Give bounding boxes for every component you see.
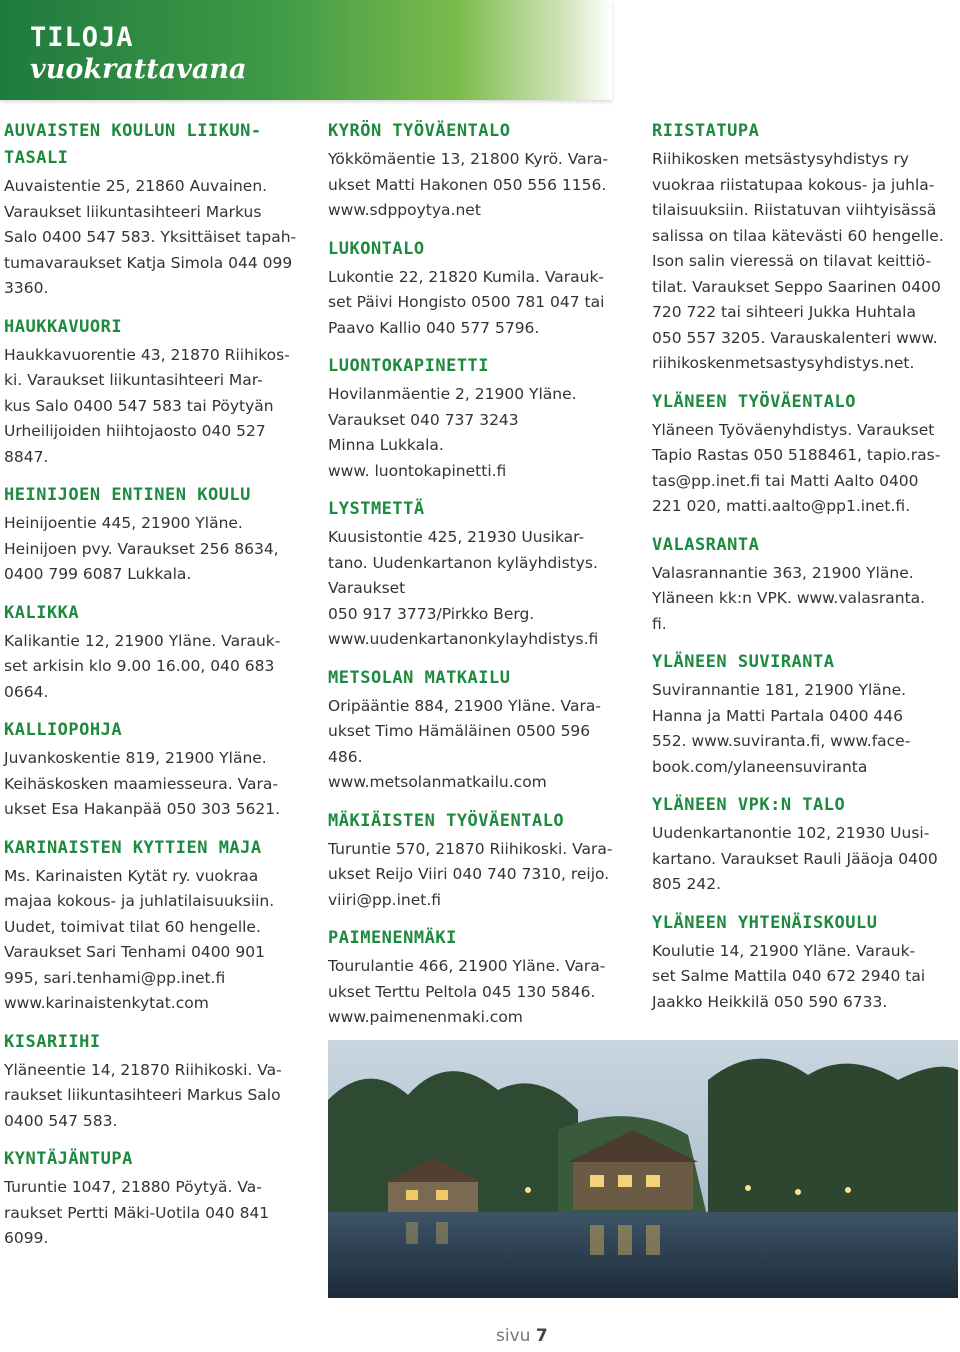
page-number: 7 <box>535 1326 548 1346</box>
entry-body: Haukkavuorentie 43, 21870 Riihikos- ki. Varaukset liikuntasihteeri Mar- kus Salo 0400 547 583 tai Pöytyän Urheilijoiden hiihtojaosto 040 527 8847. <box>4 345 290 466</box>
entry-body: Riihikosken metsästysyhdistys ry vuokraa riistatupaa kokous- ja juhla- tilaisuuksiin. Riistatuvan viihtyisässä salissa on tilaa kätevästi 60 hengelle. Ison salin vieressä on tilavat keittiö- tilat. Varaukset Seppo Saarinen 0400 720 722 tai sihteeri Jukka Huhtala 050 557 3205. Varauskalenteri www. riihikoskenmetsastysyhdistys.net. <box>652 150 944 372</box>
banner-title: TILOJA <box>30 22 134 53</box>
entry-title: YLÄNEEN SUVIRANTA <box>652 652 835 672</box>
entry-body: Koulutie 14, 21900 Yläne. Varauk- set Salme Mattila 040 672 2940 tai Jaakko Heikkilä 050 590 6733. <box>652 941 926 1011</box>
listing-entry <box>652 389 957 520</box>
entry-title: HEINIJOEN ENTINEN KOULU <box>4 485 251 505</box>
entry-body: Hovilanmäentie 2, 21900 Yläne. Varaukset 040 737 3243 Minna Lukkala. www. luontokapinetti.fi <box>328 385 577 480</box>
entry-body: Yläneen Työväenyhdistys. Varaukset Tapio Rastas 050 5188461, tapio.ras- tas@pp.inet.fi tai Matti Aalto 0400 221 020, matti.aalto@pp1.inet.fi. <box>652 420 941 515</box>
entry-title: RIISTATUPA <box>652 121 760 141</box>
entry-body: Heinijoentie 445, 21900 Yläne. Heinijoen pvy. Varaukset 256 8634, 0400 799 6087 Lukkala. <box>4 514 279 583</box>
banner-subtitle: vuokrattavana <box>30 54 247 85</box>
entry-body: Suvirannantie 181, 21900 Yläne. Hanna ja Matti Partala 0400 446 552. www.suviranta.fi, www.face- book.com/ylaneensuviranta <box>652 681 911 776</box>
entry-title: LUONTOKAPINETTI <box>328 356 490 376</box>
entry-title: HAUKKAVUORI <box>4 316 123 337</box>
entry-title: METSOLAN MATKAILU <box>328 667 511 688</box>
listing-entry <box>328 925 638 1031</box>
listing-entry <box>652 532 957 638</box>
entry-body: Turuntie 1047, 21880 Pöytyä. Va- raukset Pertti Mäki-Uotila 040 841 6099. <box>4 1178 270 1247</box>
entry-title: VALASRANTA <box>652 534 760 555</box>
lakeside-photo-illustration <box>328 1040 958 1298</box>
entry-title: KARINAISTEN KYTTIEN MAJA <box>4 837 262 858</box>
entry-title: AUVAISTEN KOULUN LIIKUN- TASALI <box>4 121 262 168</box>
listing-entry <box>652 118 957 377</box>
entry-body: Yökkömäentie 13, 21800 Kyrö. Vara- ukset Matti Hakonen 050 556 1156. www.sdppoytya.net <box>328 150 609 219</box>
listing-entry <box>652 649 957 780</box>
entry-title: KYNTÄJÄNTUPA <box>4 1149 133 1169</box>
header-banner <box>0 0 612 100</box>
listing-entry <box>652 792 957 898</box>
listing-entry <box>652 910 957 1016</box>
listing-entry <box>4 600 316 706</box>
entry-title: MÄKIÄISTEN TYÖVÄENTALO <box>328 810 565 831</box>
column-1 <box>4 118 316 1264</box>
listing-entry <box>328 236 638 342</box>
listing-entry <box>328 808 638 914</box>
listing-entry <box>4 314 316 471</box>
entry-body: Tourulantie 466, 21900 Yläne. Vara- ukset Terttu Peltola 045 130 5846. www.paimenenmaki.com <box>328 957 606 1026</box>
entry-title: KISARIIHI <box>4 1031 101 1052</box>
entry-title: YLÄNEEN TYÖVÄENTALO <box>652 391 856 412</box>
entry-title: YLÄNEEN YHTENÄISKOULU <box>652 912 878 933</box>
entry-title: YLÄNEEN VPK:N TALO <box>652 795 846 815</box>
entry-title: KALLIOPOHJA <box>4 720 123 740</box>
listing-entry <box>4 1029 316 1135</box>
entry-title: KALIKKA <box>4 602 80 623</box>
entry-body: Lukontie 22, 21820 Kumila. Varauk- set Päivi Hongisto 0500 781 047 tai Paavo Kallio 040 577 5796. <box>328 267 605 337</box>
listing-entry <box>4 1146 316 1252</box>
entry-body: Kuusistontie 425, 21930 Uusikar- tano. Uudenkartanon kyläyhdistys. Varaukset 050 917 3773/Pirkko Berg. www.uudenkartanonkylayhdistys.fi <box>328 528 599 648</box>
listing-entry <box>328 496 638 653</box>
entry-title: LYSTMETTÄ <box>328 499 425 519</box>
entry-body: Ms. Karinaisten Kytät ry. vuokraa majaa kokous- ja juhlatilaisuuksiin. Uudet, toimivat tilat 60 hengelle. Varaukset Sari Tenhami 0400 901 995, sari.tenhami@pp.inet.fi www.karinaistenkytat.com <box>4 866 275 1012</box>
entry-body: Oripääntie 884, 21900 Yläne. Vara- ukset Timo Hämäläinen 0500 596 486. www.metsolanmatkailu.com <box>328 696 601 791</box>
entry-body: Juvankoskentie 819, 21900 Yläne. Keihäskosken maamiesseura. Vara- ukset Esa Hakanpää 050 303 5621. <box>4 749 281 818</box>
listing-entry <box>4 482 316 588</box>
entry-body: Turuntie 570, 21870 Riihikoski. Vara- ukset Reijo Viiri 040 740 7310, reijo. viiri@pp.inet.fi <box>328 839 613 909</box>
entry-body: Auvaistentie 25, 21860 Auvainen. Varaukset liikuntasihteeri Markus Salo 0400 547 583. Yksittäiset tapah- tumavaraukset Katja Simola 044 099 3360. <box>4 177 297 297</box>
listing-entry <box>328 353 638 484</box>
lakeside-photo <box>328 1040 958 1298</box>
listing-entry <box>4 835 316 1017</box>
entry-title: KYRÖN TYÖVÄENTALO <box>328 121 511 141</box>
entry-body: Yläneentie 14, 21870 Riihikoski. Va- raukset liikuntasihteeri Markus Salo 0400 547 583. <box>4 1060 282 1130</box>
column-2 <box>328 118 638 1043</box>
entry-title: PAIMENENMÄKI <box>328 928 457 948</box>
listing-entry <box>328 665 638 796</box>
entry-body: Uudenkartanontie 102, 21930 Uusi- kartano. Varaukset Rauli Jääoja 0400 805 242. <box>652 824 938 893</box>
listing-entry <box>328 118 638 224</box>
listing-entry <box>4 118 316 302</box>
page-label: sivu <box>496 1326 531 1346</box>
entry-body: Valasrannantie 363, 21900 Yläne. Yläneen kk:n VPK. www.valasranta. fi. <box>652 563 926 633</box>
column-3 <box>652 118 957 1027</box>
entry-title: LUKONTALO <box>328 238 425 259</box>
page-footer <box>496 1326 548 1346</box>
listing-entry <box>4 717 316 823</box>
entry-body: Kalikantie 12, 21900 Yläne. Varauk- set arkisin klo 9.00 16.00, 040 683 0664. <box>4 631 281 701</box>
